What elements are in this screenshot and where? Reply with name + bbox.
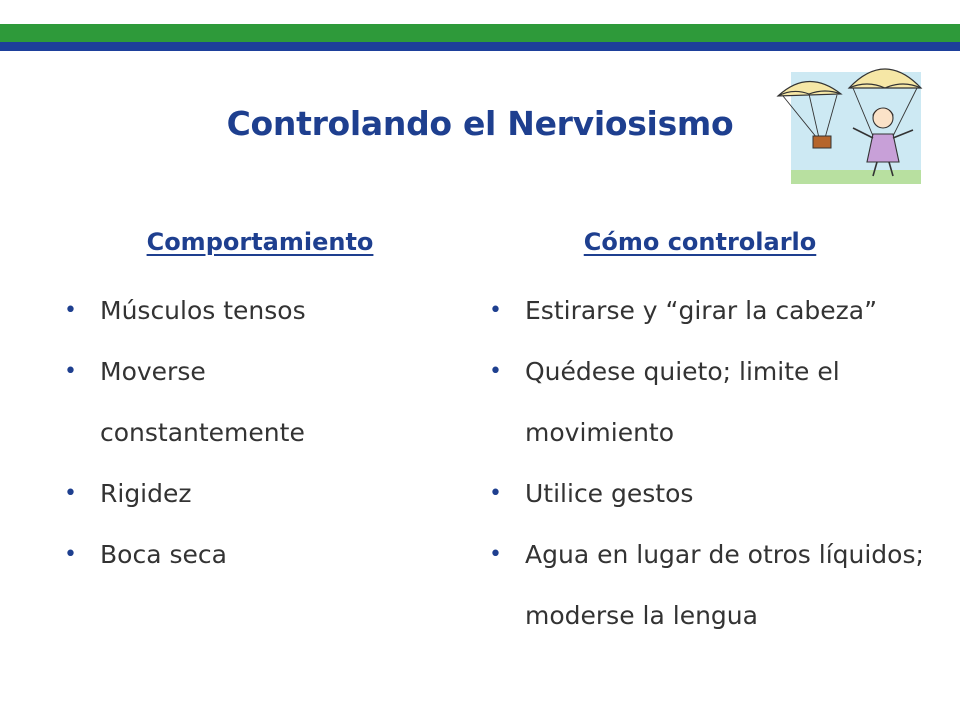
list-item: • Boca seca [62, 524, 392, 585]
bullet-icon: • [489, 298, 502, 323]
list-item: • Utilice gestos [487, 463, 927, 524]
slide-title: Controlando el Nerviosismo [226, 104, 734, 143]
bullet-icon: • [489, 481, 502, 506]
bullet-icon: • [489, 542, 502, 567]
list-item: • Quédese quieto; limite el movimiento [487, 341, 927, 463]
left-bullet-list [62, 280, 392, 585]
bullet-icon: • [64, 542, 77, 567]
right-column-heading: Cómo controlarlo [583, 228, 817, 256]
right-bullet-list [487, 280, 927, 646]
list-item: • Moverse constantemente [62, 341, 392, 463]
list-item: • Músculos tensos [62, 280, 392, 341]
bullet-icon: • [489, 359, 502, 384]
bullet-icon: • [64, 481, 77, 506]
bullet-icon: • [64, 298, 77, 323]
top-blue-bar [0, 42, 960, 51]
list-item: • Rigidez [62, 463, 392, 524]
top-green-bar [0, 24, 960, 42]
left-column-heading: Comportamiento [146, 228, 374, 256]
parachute-woman-icon [773, 58, 923, 186]
bullet-icon: • [64, 359, 77, 384]
list-item: • Estirarse y “girar la cabeza” [487, 280, 927, 341]
list-item: • Agua en lugar de otros líquidos; moderse la lengua [487, 524, 927, 646]
